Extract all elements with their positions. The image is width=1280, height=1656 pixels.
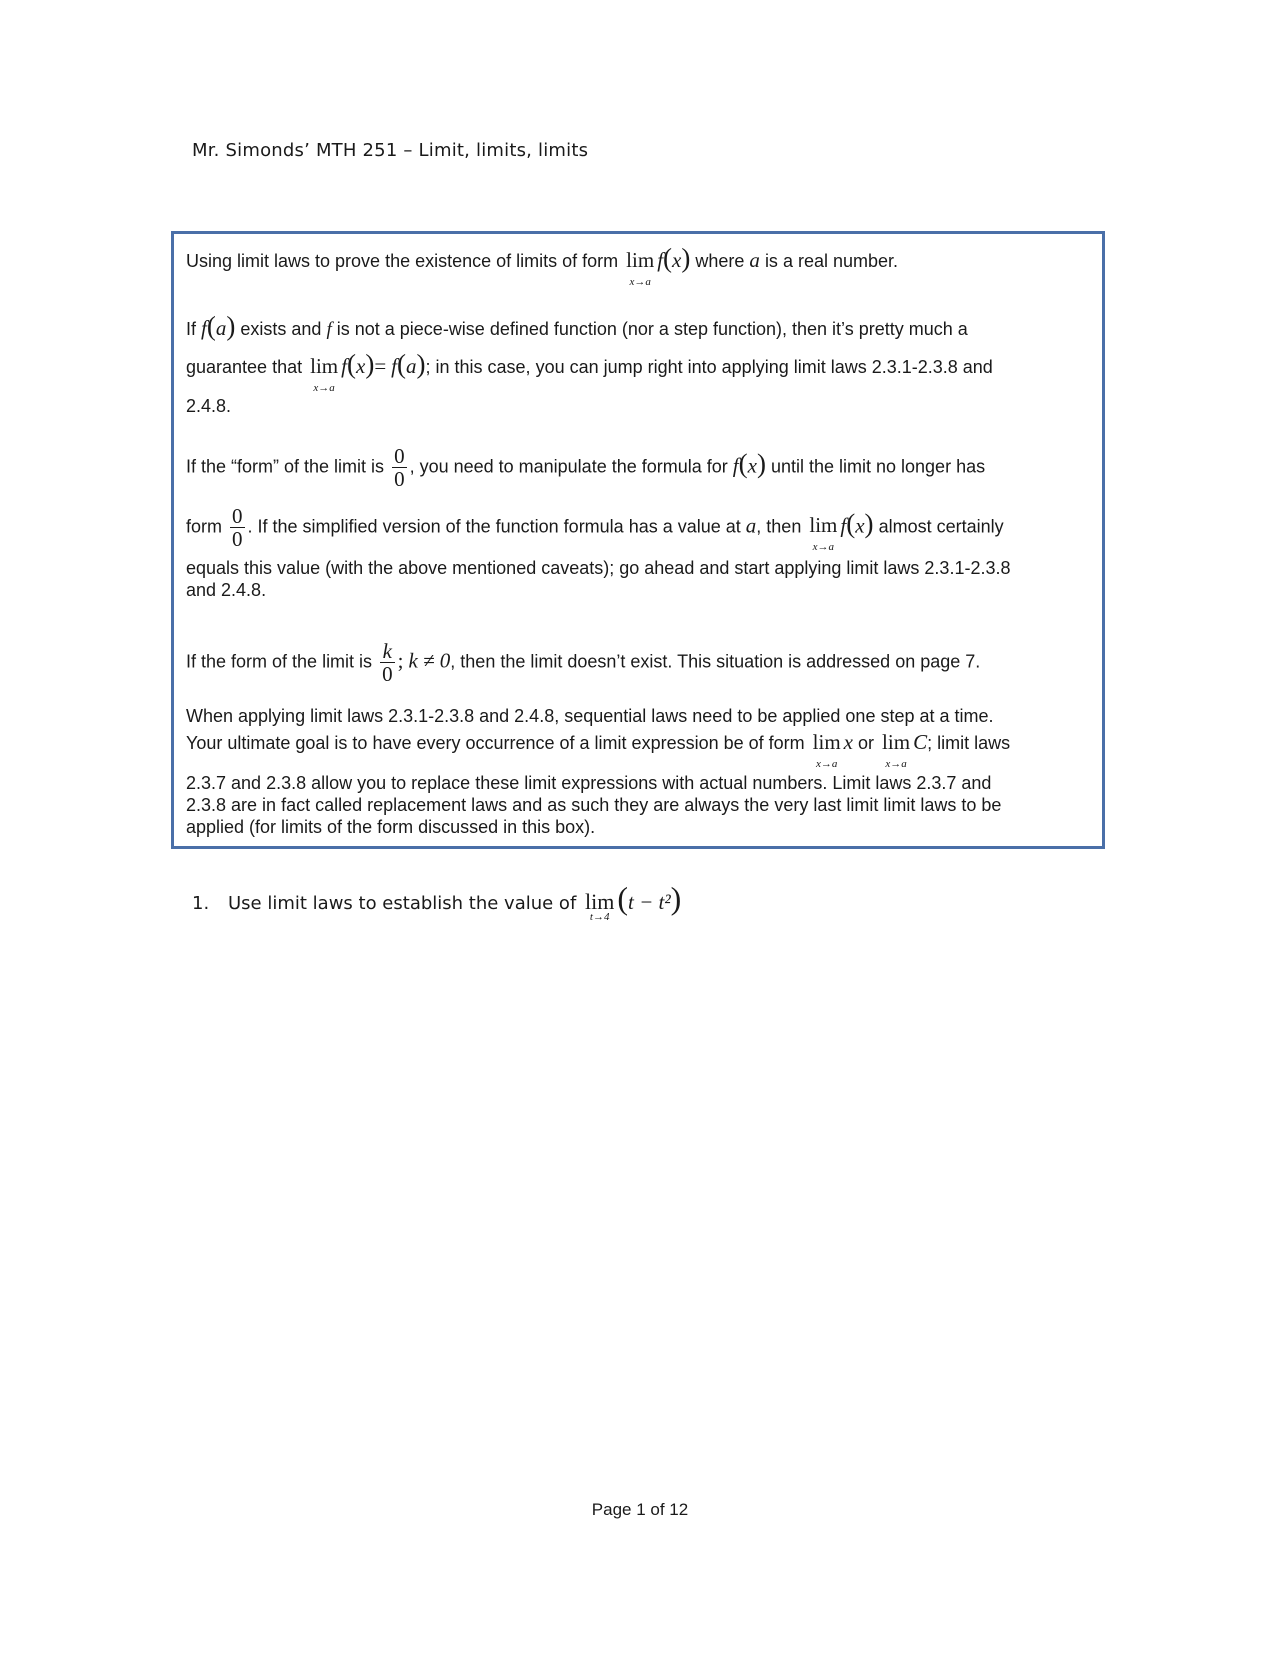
page-number: Page 1 of 12	[591, 1500, 689, 1519]
intro-text-2: where	[695, 251, 745, 271]
box-intro-line: Using limit laws to prove the existence of limits of form lim x→a f(x) where a is a real number.	[186, 243, 899, 288]
p4-line-2: Your ultimate goal is to have every occurrence of a limit expression be of form lim x→a x or lim x→a C; limit laws	[186, 730, 1011, 770]
p4-line-5: applied (for limits of the form discussed in this box).	[186, 817, 596, 837]
p4-line-1: When applying limit laws 2.3.1-2.3.8 and 2.4.8, sequential laws need to be applied one step at a time.	[186, 706, 994, 726]
p2-line-1: If the “form” of the limit is $\frac{0}{0}$ , you need to manipulate the formula for f(x) until the limit no longer has	[186, 444, 986, 491]
p3-line: If the form of the limit is $\frac{k}{0}$ ; k ≠ 0, then the limit doesn’t exist. This situation is addressed on page 7.	[186, 639, 981, 686]
p2-line-2: form $\frac{0}{0}$ . If the simplified version of the function formula has a value at a, then lim x→a f(x) almost certainly	[186, 504, 1004, 554]
intro-text-1: Using limit laws to prove the existence of limits of form	[186, 251, 619, 271]
page-header: Mr. Simonds’ MTH 251 – Limit, limits, limits	[192, 140, 589, 161]
question-number: 1.	[192, 893, 210, 914]
p1-line-2: guarantee that lim x→a f(x)= f(a); in this case, you can jump right into applying limit laws 2.3.1-2.3.8 and	[186, 349, 993, 394]
limit-expression: lim x→a	[626, 248, 655, 288]
question-text: Use limit laws to establish the value of	[228, 893, 577, 914]
zero-over-zero: $\frac{0}{0}$	[394, 444, 405, 491]
p2-line-3: equals this value (with the above mentioned caveats); go ahead and start applying limit laws 2.3.1-2.3.8	[186, 558, 1011, 578]
question-1: 1. Use limit laws to establish the value of lim t→4 (t − t²)	[192, 880, 682, 923]
intro-text-3: is a real number.	[764, 251, 899, 271]
p4-line-4: 2.3.8 are in fact called replacement laws and as such they are always the very last limit limit laws to be	[186, 795, 1002, 815]
p4-line-3: 2.3.7 and 2.3.8 allow you to replace these limit expressions with actual numbers. Limit laws 2.3.7 and	[186, 773, 992, 793]
p1-line-3: 2.4.8.	[186, 396, 232, 416]
question-limit: lim t→4	[585, 889, 615, 923]
p2-line-4: and 2.4.8.	[186, 580, 267, 600]
k-over-zero: $\frac{k}{0}$	[382, 639, 393, 686]
p1-line-1: If f(a) exists and f is not a piece-wise defined function (nor a step function), then it’s pretty much a	[186, 311, 968, 341]
